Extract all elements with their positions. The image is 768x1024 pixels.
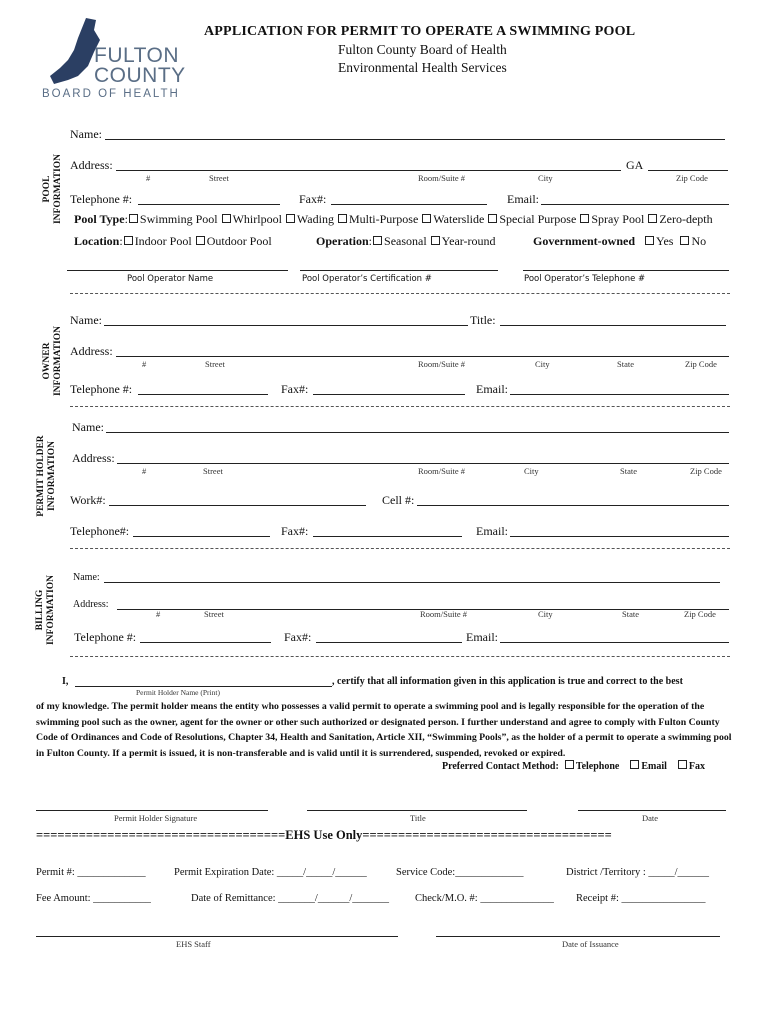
holder-address-label: Address: [72, 451, 115, 465]
option-wading: Wading [296, 212, 334, 226]
cert-certify-text: , certify that all information given in this application is true and correct to the best [332, 676, 683, 687]
checkbox-seasonal[interactable] [373, 236, 382, 245]
option-multi-purpose: Multi-Purpose [348, 212, 419, 226]
option-waterslide: Waterslide [433, 212, 485, 226]
signature-caption: Permit Holder Signature [114, 813, 198, 823]
caption-city: City [538, 173, 553, 183]
holder-name-field[interactable] [106, 432, 729, 433]
option-gov-yes: Yes [656, 234, 674, 248]
option-gov-no: No [691, 234, 707, 248]
ehs-district: District /Territory : _____/______ [566, 867, 710, 878]
caption-state: State [622, 609, 639, 619]
checkbox-special-purpose[interactable] [488, 214, 497, 223]
owner-address-label: Address: [70, 344, 113, 358]
caption-street: Street [205, 359, 225, 369]
logo-fulton: FULTON [94, 44, 180, 67]
checkbox-wading[interactable] [286, 214, 295, 223]
option-seasonal: Seasonal [384, 234, 427, 248]
checkbox-zero-depth[interactable] [648, 214, 657, 223]
billing-name-label: Name: [73, 572, 100, 583]
option-year-round: Year-round [441, 234, 496, 248]
operator-name-field[interactable] [67, 270, 288, 271]
checkbox-multi-purpose[interactable] [338, 214, 347, 223]
owner-title-field[interactable] [500, 325, 726, 326]
checkbox-gov-yes[interactable] [645, 236, 654, 245]
pool-fax-label: Fax#: [299, 192, 327, 206]
caption-room: Room/Suite # [418, 173, 465, 183]
operator-cert-field[interactable] [300, 270, 498, 271]
holder-fax-field[interactable] [313, 536, 462, 537]
option-outdoor-pool: Outdoor Pool [206, 234, 272, 248]
holder-telephone-label: Telephone#: [70, 524, 130, 538]
ehs-receipt-number: Receipt #: ________________ [576, 893, 706, 904]
owner-address-field[interactable] [116, 356, 729, 357]
signature-title-field[interactable] [307, 810, 527, 811]
pool-type-label: Pool Type [74, 212, 125, 226]
caption-street: Street [204, 609, 224, 619]
ehs-issuance-date-field[interactable] [436, 936, 720, 937]
option-special-purpose: Special Purpose [499, 212, 577, 226]
form-subtitle-ehs: Environmental Health Services [338, 60, 507, 75]
caption-hash: # [156, 609, 161, 619]
checkbox-contact-telephone[interactable] [565, 760, 574, 769]
owner-telephone-field[interactable] [138, 394, 268, 395]
option-indoor-pool: Indoor Pool [134, 234, 192, 248]
billing-email-label: Email: [466, 630, 498, 644]
checkbox-whirlpool[interactable] [222, 214, 231, 223]
owner-email-label: Email: [476, 382, 508, 396]
holder-work-field[interactable] [109, 505, 366, 506]
pool-type-row: Pool Type: Swimming Pool Whirlpool Wading Multi-Purpose Waterslide Special Purpose Spray Pool Zero-depth [74, 212, 713, 226]
owner-fax-label: Fax#: [281, 382, 309, 396]
caption-room: Room/Suite # [420, 609, 467, 619]
pool-email-field[interactable] [541, 204, 729, 205]
ehs-check-number: Check/M.O. #: ______________ [415, 893, 554, 904]
gov-owned-label: Government-owned [533, 234, 635, 248]
cert-print-caption: Permit Holder Name (Print) [136, 688, 220, 697]
option-whirlpool: Whirlpool [232, 212, 282, 226]
checkbox-swimming-pool[interactable] [129, 214, 138, 223]
ehs-issuance-caption: Date of Issuance [562, 939, 619, 949]
pool-fax-field[interactable] [331, 204, 487, 205]
holder-name-label: Name: [72, 420, 104, 434]
owner-name-label: Name: [70, 313, 102, 327]
ehs-permit-number: Permit #: _____________ [36, 867, 146, 878]
owner-telephone-label: Telephone #: [70, 382, 133, 396]
date-caption: Date [642, 813, 659, 823]
operation-label: Operation [316, 234, 369, 248]
ehs-fee-amount: Fee Amount: ___________ [36, 893, 151, 904]
caption-zip: Zip Code [684, 609, 716, 619]
checkbox-indoor-pool[interactable] [124, 236, 133, 245]
operator-phone-field[interactable] [523, 270, 729, 271]
billing-name-field[interactable] [104, 582, 720, 583]
cert-i-label: I, [62, 676, 69, 687]
checkbox-year-round[interactable] [431, 236, 440, 245]
logo [42, 18, 192, 106]
pool-zip-field[interactable] [648, 170, 728, 171]
signature-date-field[interactable] [578, 810, 726, 811]
holder-email-label: Email: [476, 524, 508, 538]
cert-name-field[interactable] [75, 686, 332, 687]
option-zero-depth: Zero-depth [659, 212, 713, 226]
pool-email-label: Email: [507, 192, 539, 206]
pool-name-label: Name: [70, 127, 102, 141]
checkbox-gov-no[interactable] [680, 236, 689, 245]
checkbox-contact-email[interactable] [630, 760, 639, 769]
caption-zip: Zip Code [685, 359, 717, 369]
checkbox-contact-fax[interactable] [678, 760, 687, 769]
pool-gov-row [533, 234, 706, 249]
owner-fax-field[interactable] [313, 394, 465, 395]
pool-address-field[interactable] [116, 170, 621, 171]
pool-address-label: Address: [70, 158, 113, 172]
operator-phone-caption: Pool Operator’s Telephone # [524, 274, 646, 284]
cert-paragraph: of my knowledge. The permit holder means the entity who possesses a valid permit to operate a swimming pool and is legally responsible for the operation of the swimming pool such as the owner, agent for the owner or other such authorized or designated person. I further understand and agree to comply with Fulton County Code of Ordinances and Code of Resolutions, Chapter 34, Health and Sanitation, Article XII, “Swimming Pools”, as the holder of a permit to operate a swimming pool in Fulton County. If a permit is issued, it is non-transferable and is valid until it is surrendered, suspended, revoked or expired. [36, 701, 732, 759]
pool-location-row: Location: Indoor Pool Outdoor Pool [74, 234, 272, 248]
holder-address-field[interactable] [117, 463, 729, 464]
billing-telephone-label: Telephone #: [74, 630, 137, 644]
caption-state: State [617, 359, 634, 369]
divider [70, 548, 730, 549]
pool-telephone-field[interactable] [138, 204, 280, 205]
caption-state: State [620, 466, 637, 476]
holder-email-field[interactable] [510, 536, 729, 537]
holder-cell-field[interactable] [417, 505, 729, 506]
ehs-use-only-banner: ===================================EHS Use Only=================================== [36, 828, 612, 842]
option-spray-pool: Spray Pool [591, 212, 645, 226]
logo-board-of-health: BOARD OF HEALTH [42, 88, 180, 100]
checkbox-spray-pool[interactable] [580, 214, 589, 223]
pool-name-field[interactable] [105, 139, 725, 140]
holder-telephone-field[interactable] [133, 536, 270, 537]
caption-city: City [535, 359, 550, 369]
pool-telephone-label: Telephone #: [70, 192, 133, 206]
pool-state-ga: GA [626, 158, 644, 172]
holder-fax-label: Fax#: [281, 524, 309, 538]
owner-title-label: Title: [470, 313, 496, 327]
caption-hash: # [142, 359, 147, 369]
billing-address-label: Address: [73, 599, 109, 610]
option-contact-telephone: Telephone [575, 761, 620, 772]
holder-work-label: Work#: [70, 493, 106, 507]
option-contact-fax: Fax [688, 761, 706, 772]
pool-operation-row: Operation: Seasonal Year-round [316, 234, 496, 248]
billing-telephone-field[interactable] [140, 642, 271, 643]
operator-cert-caption: Pool Operator’s Certification # [302, 274, 432, 284]
divider [70, 293, 730, 294]
section-label-pool: POOL INFORMATION [42, 153, 63, 225]
caption-city: City [524, 466, 539, 476]
title-caption: Title [410, 813, 426, 823]
owner-email-field[interactable] [510, 394, 729, 395]
ehs-expiration-date: Permit Expiration Date: _____/_____/______ [174, 867, 367, 878]
caption-zip: Zip Code [690, 466, 722, 476]
operator-name-caption: Pool Operator Name [127, 274, 214, 284]
logo-county: COUNTY [94, 64, 186, 87]
form-subtitle-board: Fulton County Board of Health [338, 42, 507, 57]
section-label-billing: BILLING INFORMATION [35, 574, 56, 646]
section-label-permit-holder: PERMIT HOLDER INFORMATION [36, 435, 57, 517]
option-contact-email: Email [641, 761, 667, 772]
holder-cell-label: Cell #: [382, 493, 415, 507]
caption-street: Street [209, 173, 229, 183]
owner-name-field[interactable] [104, 325, 468, 326]
section-label-owner: OWNER INFORMATION [42, 325, 63, 397]
form-title: APPLICATION FOR PERMIT TO OPERATE A SWIMMING POOL [204, 24, 636, 39]
option-swimming-pool: Swimming Pool [139, 212, 218, 226]
billing-email-field[interactable] [500, 642, 729, 643]
caption-hash: # [142, 466, 147, 476]
ehs-staff-field[interactable] [36, 936, 398, 937]
ehs-service-code: Service Code:_____________ [396, 867, 524, 878]
caption-zip: Zip Code [676, 173, 708, 183]
ehs-staff-caption: EHS Staff [176, 939, 211, 949]
caption-room: Room/Suite # [418, 359, 465, 369]
caption-city: City [538, 609, 553, 619]
billing-fax-label: Fax#: [284, 630, 312, 644]
ehs-date-remittance: Date of Remittance: _______/______/_______ [191, 893, 390, 904]
caption-street: Street [203, 466, 223, 476]
contact-method-row [442, 760, 705, 772]
checkbox-waterslide[interactable] [422, 214, 431, 223]
checkbox-outdoor-pool[interactable] [196, 236, 205, 245]
billing-fax-field[interactable] [316, 642, 462, 643]
signature-field[interactable] [36, 810, 268, 811]
divider [70, 406, 730, 407]
contact-method-label: Preferred Contact Method: [442, 761, 559, 772]
location-label: Location [74, 234, 120, 248]
caption-room: Room/Suite # [418, 466, 465, 476]
divider [70, 656, 730, 657]
caption-hash: # [146, 173, 151, 183]
